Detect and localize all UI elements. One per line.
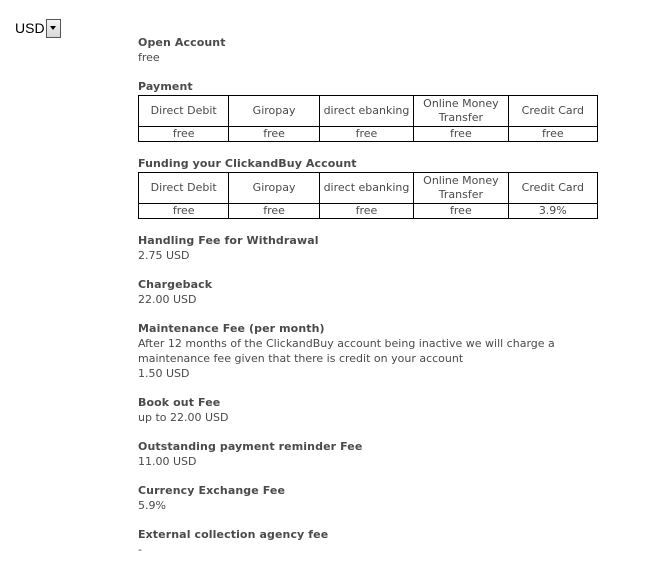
- open-account-title: Open Account: [138, 36, 226, 49]
- maintenance-section: [138, 321, 608, 381]
- exchange-value: 5.9%: [138, 499, 166, 512]
- book-out-section: [138, 395, 608, 425]
- collection-title: External collection agency fee: [138, 528, 329, 541]
- maintenance-value: 1.50 USD: [138, 367, 190, 380]
- table-row: [139, 127, 598, 142]
- payment-title: Payment: [138, 80, 193, 93]
- chargeback-title: Chargeback: [138, 278, 213, 291]
- table-cell: free: [508, 127, 597, 142]
- table-header-cell: Online Money Transfer: [414, 96, 508, 127]
- table-header-cell: direct ebanking: [319, 173, 413, 204]
- table-cell: free: [414, 127, 508, 142]
- reminder-section: [138, 439, 608, 469]
- book-out-value: up to 22.00 USD: [138, 411, 229, 424]
- open-account-section: [138, 35, 608, 65]
- funding-table: [138, 172, 598, 219]
- table-cell: free: [139, 204, 229, 219]
- maintenance-description: After 12 months of the ClickandBuy account being inactive we will charge a maintenance fee given that there is credit on your account: [138, 337, 555, 365]
- chargeback-value: 22.00 USD: [138, 293, 197, 306]
- withdrawal-value: 2.75 USD: [138, 249, 190, 262]
- payment-section: [138, 79, 608, 142]
- collection-section: [138, 527, 608, 557]
- fee-list: [138, 35, 608, 557]
- funding-title: Funding your ClickandBuy Account: [138, 157, 357, 170]
- reminder-value: 11.00 USD: [138, 455, 197, 468]
- chevron-down-icon: [50, 26, 56, 30]
- exchange-section: [138, 483, 608, 513]
- chargeback-section: [138, 277, 608, 307]
- table-cell: 3.9%: [508, 204, 597, 219]
- currency-selector[interactable]: [15, 18, 61, 38]
- reminder-title: Outstanding payment reminder Fee: [138, 440, 363, 453]
- table-header-cell: Credit Card: [508, 173, 597, 204]
- table-cell: free: [414, 204, 508, 219]
- payment-table: [138, 95, 598, 142]
- table-header-cell: Credit Card: [508, 96, 597, 127]
- table-header-cell: Giropay: [229, 173, 319, 204]
- currency-dropdown-button[interactable]: [46, 19, 61, 38]
- exchange-title: Currency Exchange Fee: [138, 484, 286, 497]
- collection-value: -: [138, 543, 142, 556]
- funding-section: [138, 156, 608, 219]
- table-header-cell: direct ebanking: [319, 96, 413, 127]
- open-account-value: free: [138, 51, 160, 64]
- table-header-row: [139, 173, 598, 204]
- withdrawal-title: Handling Fee for Withdrawal: [138, 234, 319, 247]
- table-row: [139, 204, 598, 219]
- table-cell: free: [229, 204, 319, 219]
- book-out-title: Book out Fee: [138, 396, 221, 409]
- currency-selected-value: USD: [15, 20, 45, 36]
- table-cell: free: [319, 204, 413, 219]
- table-header-row: [139, 96, 598, 127]
- table-cell: free: [319, 127, 413, 142]
- table-header-cell: Direct Debit: [139, 173, 229, 204]
- table-header-cell: Direct Debit: [139, 96, 229, 127]
- withdrawal-section: [138, 233, 608, 263]
- table-header-cell: Online Money Transfer: [414, 173, 508, 204]
- maintenance-title: Maintenance Fee (per month): [138, 322, 325, 335]
- table-cell: free: [139, 127, 229, 142]
- table-header-cell: Giropay: [229, 96, 319, 127]
- table-cell: free: [229, 127, 319, 142]
